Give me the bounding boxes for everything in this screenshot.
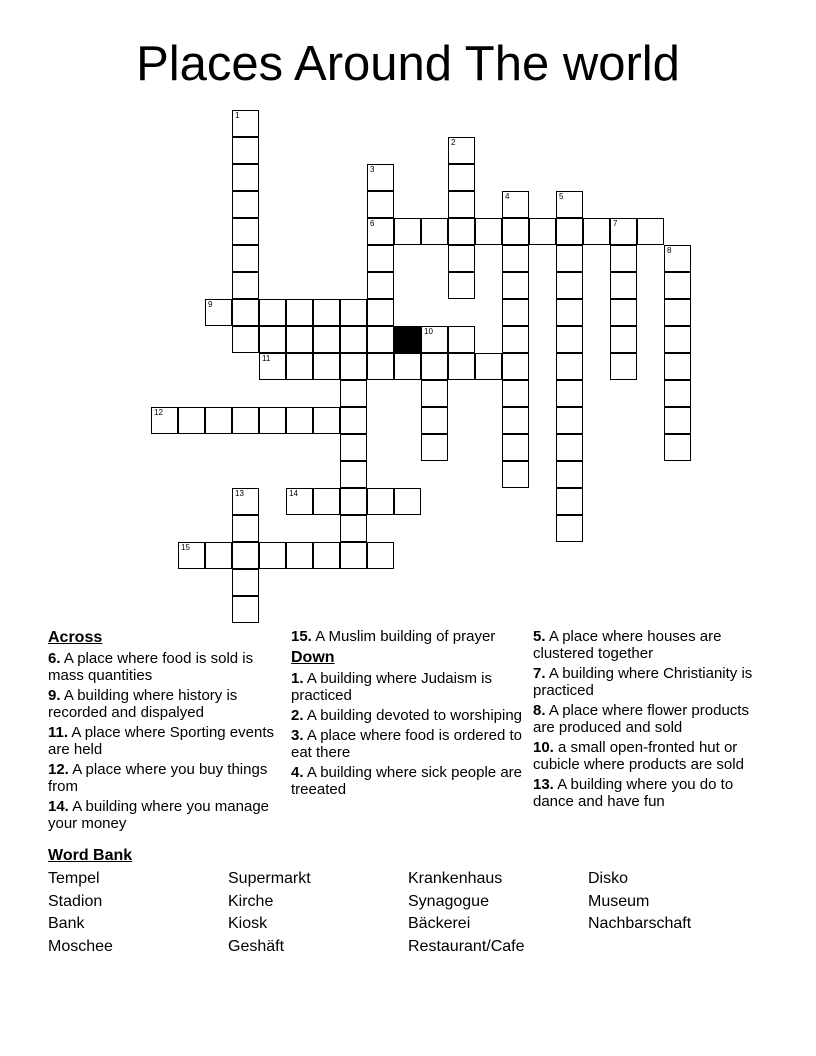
word-bank-item: Disko (588, 870, 629, 887)
crossword-cell[interactable] (664, 353, 691, 380)
crossword-cell[interactable] (610, 353, 637, 380)
clue-text: A building where Christianity is practiced (533, 665, 753, 699)
crossword-cell[interactable] (502, 461, 529, 488)
clue-text: A building where sick people are treeated (291, 764, 522, 798)
clue-number: 5 (559, 192, 564, 201)
crossword-cell[interactable] (502, 434, 529, 461)
clue-number: 12 (154, 408, 163, 417)
crossword-cell[interactable] (448, 191, 475, 218)
crossword-cell[interactable] (394, 218, 421, 245)
crossword-cell[interactable] (556, 326, 583, 353)
crossword-cell[interactable] (475, 353, 502, 380)
crossword-cell[interactable] (259, 299, 286, 326)
clue-number-label: 13. (533, 776, 554, 793)
crossword-cell[interactable] (340, 461, 367, 488)
crossword-cell[interactable] (340, 380, 367, 407)
crossword-cell[interactable] (502, 245, 529, 272)
crossword-cell[interactable] (286, 488, 313, 515)
crossword-cell[interactable] (421, 326, 448, 353)
crossword-cell[interactable] (232, 596, 259, 623)
crossword-cell[interactable] (448, 326, 475, 353)
crossword-cell[interactable] (367, 299, 394, 326)
crossword-cell[interactable] (502, 299, 529, 326)
crossword-cell[interactable] (313, 407, 340, 434)
crossword-cell[interactable] (286, 326, 313, 353)
clue-number: 4 (505, 192, 510, 201)
clue-number: 3 (370, 165, 375, 174)
crossword-cell[interactable] (637, 218, 664, 245)
clue-text: A building where you manage your money (48, 798, 270, 832)
clue (533, 776, 768, 810)
crossword-cell[interactable] (529, 218, 556, 245)
clue-text: A place where you buy things from (48, 761, 268, 795)
clue (533, 628, 768, 662)
crossword-cell[interactable] (502, 353, 529, 380)
crossword-cell[interactable] (286, 353, 313, 380)
crossword-cell[interactable] (421, 407, 448, 434)
clue-number-label: 11. (48, 724, 69, 741)
word-bank-item: Tempel (48, 870, 100, 887)
page-title: Places Around The world (136, 37, 680, 91)
clue (48, 687, 283, 721)
crossword-cell[interactable] (232, 137, 259, 164)
crossword-cell[interactable] (232, 488, 259, 515)
clue-number: 8 (667, 246, 672, 255)
crossword-cell[interactable] (502, 407, 529, 434)
crossword-cell[interactable] (367, 542, 394, 569)
crossword-cell[interactable] (232, 299, 259, 326)
crossword-cell[interactable] (205, 407, 232, 434)
crossword-cell[interactable] (610, 245, 637, 272)
crossword-cell[interactable] (664, 299, 691, 326)
word-bank-item: Restaurant/Cafe (408, 937, 525, 955)
word-bank-item: Stadion (48, 892, 103, 910)
crossword-cell[interactable] (664, 434, 691, 461)
crossword-cell[interactable] (340, 407, 367, 434)
crossword-cell[interactable] (448, 353, 475, 380)
clue-text: a small open-fronted hut or cubicle where products are sold (533, 739, 744, 773)
crossword-cell[interactable] (664, 272, 691, 299)
crossword-cell[interactable] (205, 299, 232, 326)
crossword-cell[interactable] (340, 326, 367, 353)
crossword-cell[interactable] (502, 272, 529, 299)
word-bank-item: Kirche (228, 892, 274, 910)
crossword-cell[interactable] (232, 569, 259, 596)
crossword-cell[interactable] (610, 299, 637, 326)
crossword-cell[interactable] (421, 353, 448, 380)
crossword-cell[interactable] (421, 380, 448, 407)
clue-number: 11 (262, 354, 271, 363)
word-bank-item: Bäckerei (408, 915, 471, 932)
crossword-cell[interactable] (610, 218, 637, 245)
crossword-cell[interactable] (367, 218, 394, 245)
word-bank-item: Synagogue (408, 892, 489, 910)
clue-number-label: 1. (291, 670, 304, 687)
crossword-cell[interactable] (313, 299, 340, 326)
clue-number: 2 (451, 138, 456, 147)
clue-number-label: 10. (533, 739, 554, 756)
crossword-cell[interactable] (367, 245, 394, 272)
clue-number: 6 (370, 219, 375, 228)
clue-number-label: 4. (291, 764, 304, 781)
clue-number: 9 (208, 300, 213, 309)
clue-number: 15 (181, 543, 190, 552)
clue-text: A place where houses are clustered together (533, 628, 722, 662)
crossword-cell[interactable] (556, 218, 583, 245)
clue (291, 707, 526, 724)
crossword-cell[interactable] (421, 434, 448, 461)
clue-number: 1 (235, 111, 240, 120)
crossword-cell[interactable] (448, 245, 475, 272)
black-cell (394, 326, 421, 353)
crossword-cell[interactable] (367, 353, 394, 380)
clues-column-3 (533, 628, 768, 813)
crossword-cell[interactable] (340, 299, 367, 326)
crossword-cell[interactable] (448, 137, 475, 164)
crossword-cell[interactable] (556, 515, 583, 542)
word-bank-title: Word Bank (48, 847, 133, 864)
crossword-cell[interactable] (556, 191, 583, 218)
clues-column-1 (48, 628, 283, 835)
crossword-cell[interactable] (286, 299, 313, 326)
clue (291, 764, 526, 798)
clue-text: A building where history is recorded and dispalyed (48, 687, 238, 721)
crossword-cell[interactable] (556, 488, 583, 515)
clues-column-2 (291, 628, 526, 801)
crossword-cell[interactable] (232, 245, 259, 272)
clue (48, 650, 283, 684)
across-heading: Across (48, 629, 103, 646)
crossword-cell[interactable] (232, 218, 259, 245)
crossword-cell[interactable] (664, 380, 691, 407)
crossword-cell[interactable] (232, 515, 259, 542)
crossword-cell[interactable] (502, 380, 529, 407)
clue-text: A Muslim building of prayer (315, 628, 496, 645)
crossword-cell[interactable] (367, 488, 394, 515)
crossword-cell[interactable] (367, 191, 394, 218)
crossword-cell[interactable] (556, 461, 583, 488)
word-bank-item: Museum (588, 892, 650, 910)
clue (291, 670, 526, 704)
crossword-cell[interactable] (556, 380, 583, 407)
crossword-cell[interactable] (178, 407, 205, 434)
crossword-cell[interactable] (664, 326, 691, 353)
crossword-cell[interactable] (286, 407, 313, 434)
clue-number-label: 6. (48, 650, 61, 667)
clue-number-label: 3. (291, 727, 304, 744)
crossword-cell[interactable] (367, 164, 394, 191)
crossword-cell[interactable] (340, 515, 367, 542)
clue-text: A place where food is sold is mass quantities (48, 650, 254, 684)
crossword-cell[interactable] (610, 272, 637, 299)
crossword-cell[interactable] (232, 164, 259, 191)
crossword-cell[interactable] (664, 407, 691, 434)
crossword-cell[interactable] (367, 272, 394, 299)
crossword-cell[interactable] (232, 407, 259, 434)
down-heading: Down (291, 649, 335, 666)
crossword-cell[interactable] (610, 326, 637, 353)
crossword-cell[interactable] (448, 218, 475, 245)
clue-text: A building devoted to worshiping (306, 707, 523, 724)
crossword-cell[interactable] (394, 488, 421, 515)
clue-number-label: 15. (291, 628, 312, 645)
clue-number-label: 5. (533, 628, 546, 645)
word-bank-item: Supermarkt (228, 870, 311, 887)
clue-text: A building where Judaism is practiced (291, 670, 492, 704)
clue (291, 628, 526, 645)
word-bank-item: Moschee (48, 937, 113, 955)
clue (291, 727, 526, 761)
clue (533, 739, 768, 773)
crossword-cell[interactable] (394, 353, 421, 380)
crossword-cell[interactable] (583, 218, 610, 245)
crossword-cell[interactable] (313, 542, 340, 569)
crossword-cell[interactable] (502, 218, 529, 245)
crossword-cell[interactable] (259, 326, 286, 353)
crossword-cell[interactable] (232, 542, 259, 569)
crossword-cell[interactable] (313, 353, 340, 380)
crossword-cell[interactable] (556, 245, 583, 272)
clue-number-label: 2. (291, 707, 304, 724)
clue-number: 14 (289, 489, 298, 498)
word-bank-item: Kiosk (228, 915, 268, 932)
clue (48, 798, 283, 832)
crossword-cell[interactable] (556, 353, 583, 380)
crossword-cell[interactable] (502, 326, 529, 353)
crossword-cell[interactable] (556, 434, 583, 461)
word-bank-item: Bank (48, 915, 85, 932)
clue-text: A place where flower products are produced and sold (533, 702, 749, 736)
clue-number: 7 (613, 219, 618, 228)
clue (533, 665, 768, 699)
crossword-cell[interactable] (313, 326, 340, 353)
clue-number: 10 (424, 327, 433, 336)
crossword-cell[interactable] (151, 407, 178, 434)
crossword-cell[interactable] (313, 488, 340, 515)
crossword-cell[interactable] (448, 272, 475, 299)
crossword-cell[interactable] (556, 407, 583, 434)
clue-text: A place where Sporting events are held (48, 724, 274, 758)
crossword-cell[interactable] (259, 407, 286, 434)
crossword-cell[interactable] (340, 434, 367, 461)
crossword-cell[interactable] (232, 191, 259, 218)
crossword-cell[interactable] (232, 110, 259, 137)
crossword-cell[interactable] (340, 488, 367, 515)
crossword-cell[interactable] (259, 542, 286, 569)
crossword-cell[interactable] (556, 299, 583, 326)
word-bank-item: Krankenhaus (408, 870, 503, 887)
clue-number-label: 14. (48, 798, 69, 815)
crossword-cell[interactable] (448, 164, 475, 191)
clue-number-label: 12. (48, 761, 69, 778)
crossword-cell[interactable] (367, 326, 394, 353)
crossword-cell[interactable] (421, 218, 448, 245)
crossword-cell[interactable] (232, 326, 259, 353)
clue (533, 702, 768, 736)
crossword-cell[interactable] (232, 272, 259, 299)
crossword-cell[interactable] (340, 542, 367, 569)
crossword-cell[interactable] (205, 542, 232, 569)
crossword-cell[interactable] (556, 272, 583, 299)
word-bank-item: Geshäft (228, 937, 285, 955)
crossword-cell[interactable] (286, 542, 313, 569)
clue (48, 724, 283, 758)
clue-number-label: 9. (48, 687, 61, 704)
word-bank-item: Nachbarschaft (588, 915, 692, 932)
clue-number: 13 (235, 489, 244, 498)
clue-text: A place where food is ordered to eat there (291, 727, 522, 761)
crossword-cell[interactable] (340, 353, 367, 380)
crossword-cell[interactable] (475, 218, 502, 245)
crossword-cell[interactable] (502, 191, 529, 218)
crossword-cell[interactable] (259, 353, 286, 380)
clue-number-label: 7. (533, 665, 546, 682)
crossword-cell[interactable] (664, 245, 691, 272)
clue (48, 761, 283, 795)
clue-text: A building where you do to dance and have fun (533, 776, 734, 810)
crossword-cell[interactable] (178, 542, 205, 569)
clue-number-label: 8. (533, 702, 546, 719)
